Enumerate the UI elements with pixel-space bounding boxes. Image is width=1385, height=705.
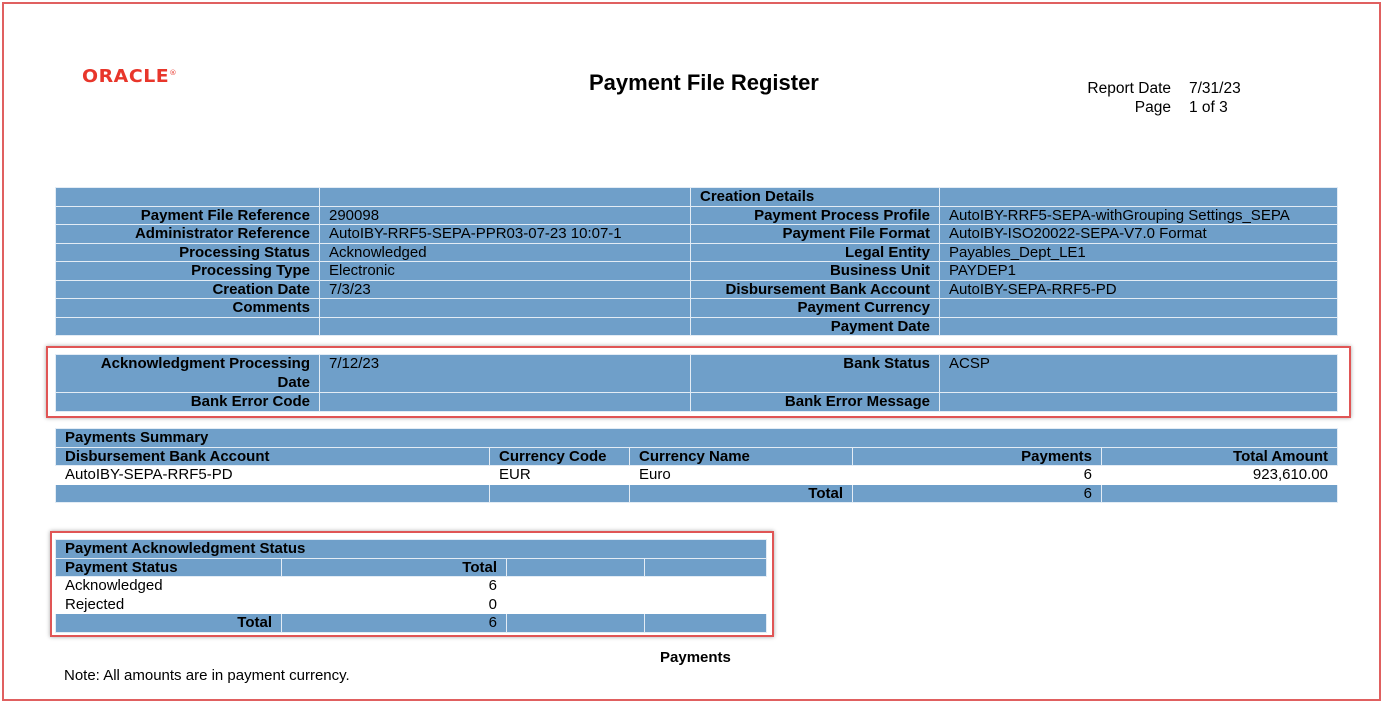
table-row	[56, 466, 1338, 485]
currency-code-cell: EUR	[490, 466, 630, 485]
report-title: Payment File Register	[589, 70, 819, 95]
detail-value: AutoIBY-ISO20022-SEPA-V7.0 Format	[940, 225, 1338, 244]
detail-value: Acknowledged	[320, 243, 691, 262]
detail-label: Payment Date	[691, 317, 940, 336]
report-info	[1040, 79, 1241, 117]
cell	[320, 317, 691, 336]
currency-note: Note: All amounts are in payment currency.	[64, 667, 350, 684]
highlight-box-ack-status	[50, 531, 774, 637]
cell	[56, 188, 320, 207]
detail-value: 7/3/23	[320, 280, 691, 299]
ack-total-value: 6	[282, 614, 507, 633]
payments-summary-title: Payments Summary	[56, 429, 1338, 448]
detail-label: Payment Process Profile	[691, 206, 940, 225]
report-date: 7/31/23	[1189, 80, 1241, 97]
ack-total-label: Total	[56, 614, 282, 633]
detail-value: AutoIBY-SEPA-RRF5-PD	[940, 280, 1338, 299]
status-total-cell: 6	[282, 577, 507, 596]
detail-label: Legal Entity	[691, 243, 940, 262]
column-header: Currency Code	[490, 447, 630, 466]
cell	[490, 484, 630, 503]
page-value: 1 of 3	[1189, 99, 1228, 116]
cell	[56, 484, 490, 503]
detail-label: Comments	[56, 299, 320, 318]
status-cell: Rejected	[56, 595, 282, 614]
detail-value: AutoIBY-RRF5-SEPA-PPR03-07-23 10:07-1	[320, 225, 691, 244]
detail-label: Creation Date	[56, 280, 320, 299]
detail-value	[940, 317, 1338, 336]
payments-total-label: Total	[630, 484, 853, 503]
detail-value: Payables_Dept_LE1	[940, 243, 1338, 262]
detail-label: Disbursement Bank Account	[691, 280, 940, 299]
status-total-cell: 0	[282, 595, 507, 614]
ack-processing-date: 7/12/23	[320, 355, 691, 393]
column-header: Total Amount	[1102, 447, 1338, 466]
detail-label: Payment File Format	[691, 225, 940, 244]
column-header: Payments	[853, 447, 1102, 466]
detail-value: 290098	[320, 206, 691, 225]
column-header: Total	[282, 558, 507, 577]
account-cell: AutoIBY-SEPA-RRF5-PD	[56, 466, 490, 485]
cell	[56, 317, 320, 336]
column-header: Currency Name	[630, 447, 853, 466]
detail-value	[940, 299, 1338, 318]
ack-label-line-1: Acknowledgment Processing	[100, 355, 310, 372]
payments-total-value: 6	[853, 484, 1102, 503]
ack-status-title: Payment Acknowledgment Status	[56, 540, 767, 559]
detail-label: Processing Status	[56, 243, 320, 262]
cell	[1102, 484, 1338, 503]
cell	[940, 188, 1338, 207]
total-amount-cell: 923,610.00	[1102, 466, 1338, 485]
report-date-label: Report Date	[1087, 80, 1171, 97]
detail-value: PAYDEP1	[940, 262, 1338, 281]
detail-label: Processing Type	[56, 262, 320, 281]
bank-status-label: Bank Status	[691, 355, 940, 393]
currency-name-cell: Euro	[630, 466, 853, 485]
creation-details-heading: Creation Details	[691, 188, 940, 207]
detail-value: AutoIBY-RRF5-SEPA-withGrouping Settings_SEPA	[940, 206, 1338, 225]
detail-label: Payment File Reference	[56, 206, 320, 225]
column-header: Payment Status	[56, 558, 282, 577]
ack-label-line-2: Date	[277, 373, 310, 391]
payments-summary-table	[55, 428, 1338, 503]
page-label: Page	[1134, 99, 1171, 116]
bank-error-message-label: Bank Error Message	[691, 393, 940, 412]
oracle-logo: ORACLE®	[82, 66, 178, 87]
detail-label: Administrator Reference	[56, 225, 320, 244]
bank-error-code-label: Bank Error Code	[56, 393, 320, 412]
status-cell: Acknowledged	[56, 577, 282, 596]
detail-value	[320, 299, 691, 318]
detail-value: Electronic	[320, 262, 691, 281]
payments-cell: 6	[853, 466, 1102, 485]
cell	[320, 188, 691, 207]
logo-text: ORACLE	[82, 66, 170, 87]
highlight-box-acknowledgment	[46, 346, 1351, 418]
payments-section-label: Payments	[660, 649, 731, 666]
detail-label: Payment Currency	[691, 299, 940, 318]
column-header: Disbursement Bank Account	[56, 447, 490, 466]
bank-status-value: ACSP	[940, 355, 1338, 393]
payment-file-details-table	[55, 187, 1338, 336]
detail-label: Business Unit	[691, 262, 940, 281]
